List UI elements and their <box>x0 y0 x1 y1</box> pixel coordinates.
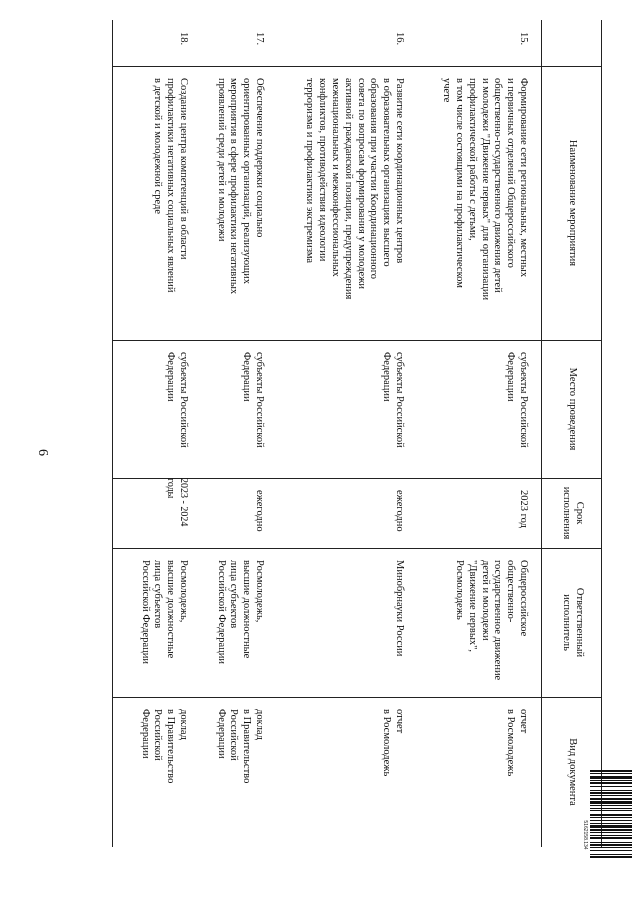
row-18-executor: Росмолодежь, высшие должностные лица субъектов Российской Федерации <box>139 560 189 664</box>
row-17-name: Обеспечение поддержки социально ориентированных организаций, реализующих мероприятия в сфере профилактики негативных проявлений среди детей и молодежи <box>215 78 265 295</box>
header-name: Наименование мероприятия <box>567 139 579 267</box>
row-15-name: Формирование сети региональных, местных и первичных отделений Общероссийского общественно-государственного движения детей и молодежи "Движение первых" для организации профилактической работы с детьми, в том числе состоящими на профилактическом учете <box>441 78 529 301</box>
barcode-bar <box>590 842 632 843</box>
row-15-executor: Общероссийское общественно- государственное движение детей и молодежи "Движение первых", Росмолодежь <box>454 560 529 681</box>
barcode-bar <box>590 786 632 787</box>
row-16-place: субъекты Российской Федерации <box>381 352 405 448</box>
header-num <box>542 20 602 66</box>
barcode-bar <box>590 829 632 831</box>
table-bottom-border <box>112 20 113 847</box>
column-divider <box>112 697 602 698</box>
barcode-bar <box>590 825 632 828</box>
header-doc-type: Вид документа <box>567 738 579 806</box>
header-term: Срок исполнения <box>561 486 585 540</box>
row-17-place: субъекты Российской Федерации <box>241 352 265 448</box>
page-number: 6 <box>35 449 50 456</box>
barcode-bar <box>590 832 632 833</box>
barcode-bar <box>590 798 632 800</box>
row-17-executor: Росмолодежь, высшие должностные лица субъектов Российской Федерации <box>215 560 265 664</box>
row-18-doc-type: доклад в Правительство Российской Федерации <box>139 709 189 784</box>
barcode-bar <box>590 817 632 818</box>
barcode-number: 5162158.134 <box>582 820 588 850</box>
barcode-bar <box>590 773 632 774</box>
barcode-bar <box>590 770 632 772</box>
barcode-bar <box>590 847 632 848</box>
row-17-doc-type: доклад в Правительство Российской Федерации <box>215 709 265 784</box>
row-15-num: 15. <box>518 32 529 46</box>
barcode-bar <box>590 854 632 855</box>
column-divider <box>112 340 602 341</box>
row-15-doc-type: отчет в Росмолодежь <box>505 709 529 777</box>
header-place: Место проведения <box>567 367 579 451</box>
row-18-name: Создание центра компетенций в области профилактики негативных социальных явлений в детской и молодежной среде <box>152 78 189 293</box>
barcode-bar <box>590 805 632 806</box>
row-16-num: 16. <box>394 32 405 46</box>
barcode-bar <box>590 820 632 821</box>
row-16-doc-type: отчет в Росмолодежь <box>381 709 405 777</box>
barcode-bar <box>590 835 632 836</box>
barcode-image <box>590 770 632 900</box>
document-barcode <box>582 770 632 900</box>
barcode-bar <box>590 814 632 816</box>
row-15-term: 2023 год <box>518 490 529 528</box>
barcode-bar <box>590 780 632 781</box>
barcode-bar <box>590 776 632 779</box>
row-15-place: субъекты Российской Федерации <box>505 352 529 448</box>
measures-table <box>112 20 602 847</box>
barcode-bar <box>590 837 632 839</box>
barcode-bar <box>590 801 632 804</box>
row-18-num: 18. <box>178 32 189 46</box>
barcode-bar <box>590 790 632 791</box>
row-17-term: ежегодно <box>254 490 265 532</box>
barcode-bar <box>590 782 632 784</box>
row-16-executor: Минобрнауки России <box>394 560 405 657</box>
barcode-bar <box>590 795 632 796</box>
row-16-term: ежегодно <box>394 490 405 532</box>
barcode-bar <box>590 823 632 824</box>
barcode-bar <box>590 844 632 846</box>
header-executor: Ответственный исполнитель <box>561 587 585 658</box>
row-18-term: 2023 - 2024 годы <box>165 478 189 527</box>
barcode-bar <box>590 856 632 858</box>
barcode-bar <box>590 808 632 809</box>
row-16-name: Развитие сети координационных центров в образовательных организациях высшего образования при участии Координационного совета по вопросам формирования у молодежи активной гражданской позиции, предупреждения межнациональных и межконфессиональных конфликтов, противодействия идеологии терроризма и профилактики экстремизма <box>304 78 405 300</box>
column-divider <box>112 548 602 549</box>
row-18-place: субъекты Российской Федерации <box>165 352 189 448</box>
barcode-bar <box>590 810 632 811</box>
column-divider <box>112 66 602 67</box>
barcode-bar <box>590 792 632 794</box>
row-17-num: 17. <box>254 32 265 46</box>
barcode-bar <box>590 850 632 851</box>
